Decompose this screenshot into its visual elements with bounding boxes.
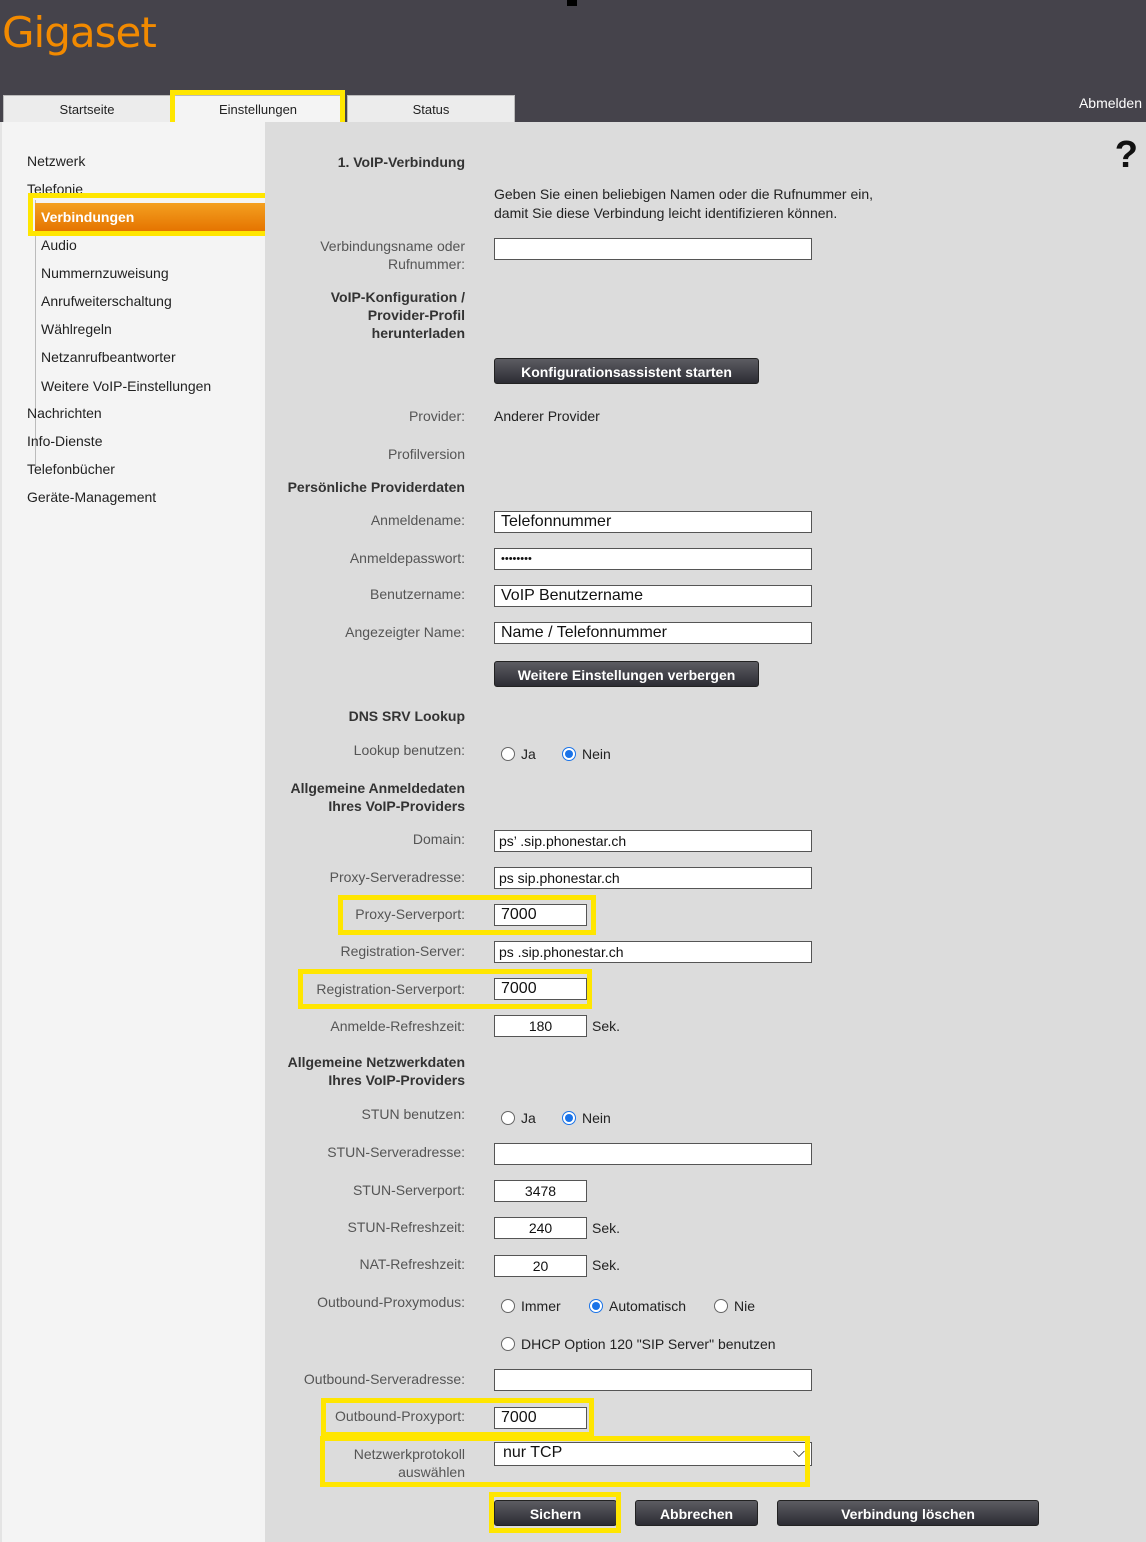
radio-on-icon <box>562 1111 576 1125</box>
sidebar-item-nummernzuweisung[interactable]: Nummernzuweisung <box>41 265 169 281</box>
refresh-label: Anmelde-Refreshzeit: <box>330 1018 465 1034</box>
radio-off-icon <box>501 1299 515 1313</box>
stun-address-label: STUN-Serveradresse: <box>327 1144 465 1160</box>
stun-refresh-input[interactable]: 240 <box>494 1217 587 1239</box>
main-content <box>265 122 1146 1542</box>
intro-text-line2: damit Sie diese Verbindung leicht identifizieren können. <box>494 205 838 221</box>
lookup-label: Lookup benutzen: <box>353 742 465 758</box>
outbound-address-label: Outbound-Serveradresse: <box>303 1371 465 1387</box>
provider-value: Anderer Provider <box>494 408 600 424</box>
registrar-input[interactable]: ps .sip.phonestar.ch <box>494 941 812 963</box>
provider-label: Provider: <box>408 408 465 424</box>
sidebar-item-audio[interactable]: Audio <box>41 237 77 253</box>
delete-connection-button[interactable]: Verbindung löschen <box>777 1500 1039 1526</box>
connection-name-label: Verbindungsname oder Rufnummer: <box>320 238 465 272</box>
mode-auto-radio[interactable] <box>589 1297 686 1315</box>
login-name-input[interactable]: Telefonnummer <box>494 511 812 533</box>
stun-refresh-unit: Sek. <box>592 1220 621 1236</box>
sidebar-item-verbindungen[interactable]: Verbindungen <box>35 203 270 231</box>
nat-refresh-label: NAT-Refreshzeit: <box>359 1256 465 1272</box>
cancel-button[interactable]: Abbrechen <box>635 1500 758 1526</box>
display-name-input[interactable]: Name / Telefonnummer <box>494 622 812 644</box>
outbound-address-input[interactable] <box>494 1369 812 1391</box>
stun-address-input[interactable] <box>494 1143 812 1165</box>
sidebar-item-netzanrufbeantworter[interactable]: Netzanrufbeantworter <box>41 349 176 365</box>
sidebar-item-weitere-voip[interactable]: Weitere VoIP-Einstellungen <box>41 378 212 394</box>
radio-off-icon <box>501 1337 515 1351</box>
stun-port-label: STUN-Serverport: <box>352 1182 465 1198</box>
domain-label: Domain: <box>412 831 465 847</box>
stun-refresh-label: STUN-Refreshzeit: <box>347 1219 465 1235</box>
stun-use-label: STUN benutzen: <box>361 1106 465 1122</box>
radio-on-icon <box>562 747 576 761</box>
outbound-mode-label: Outbound-Proxymodus: <box>317 1294 465 1310</box>
chevron-down-icon: ⌵ <box>792 1444 805 1461</box>
config-wizard-button[interactable]: Konfigurationsassistent starten <box>494 358 759 384</box>
gigaset-logo: Gigaset <box>2 8 156 57</box>
mode-always-label: Immer <box>521 1298 561 1314</box>
sidebar-item-geraete-management[interactable]: Geräte-Management <box>27 489 157 505</box>
stun-no-radio[interactable] <box>562 1109 611 1127</box>
mode-never-label: Nie <box>734 1298 756 1314</box>
domain-input[interactable]: ps’ .sip.phonestar.ch <box>494 830 812 852</box>
protocol-select-value: nur TCP <box>503 1444 563 1461</box>
refresh-unit: Sek. <box>592 1018 621 1034</box>
mode-always-radio[interactable] <box>501 1297 561 1315</box>
display-name-label: Angezeigter Name: <box>345 624 465 640</box>
stun-yes-label: Ja <box>521 1110 536 1126</box>
top-marker <box>567 0 577 6</box>
dns-heading: DNS SRV Lookup <box>348 708 465 724</box>
lookup-no-label: Nein <box>582 746 611 762</box>
connection-name-input[interactable] <box>494 238 812 260</box>
header-bar <box>0 0 1146 122</box>
nat-refresh-unit: Sek. <box>592 1257 621 1273</box>
radio-off-icon <box>501 1111 515 1125</box>
login-name-label: Anmeldename: <box>370 512 465 528</box>
registrar-port-input[interactable]: 7000 <box>494 978 587 1000</box>
tab-startseite[interactable]: Startseite <box>3 95 171 122</box>
registrar-port-label: Registration-Serverport: <box>316 981 465 997</box>
sidebar <box>2 122 265 1542</box>
hide-settings-button[interactable]: Weitere Einstellungen verbergen <box>494 661 759 687</box>
voip-config-label: VoIP-Konfiguration / Provider-Profil herunterladen <box>330 289 465 341</box>
mode-dhcp-radio[interactable] <box>501 1335 776 1353</box>
lookup-no-radio[interactable] <box>562 745 611 763</box>
proxy-address-input[interactable]: ps sip.phonestar.ch <box>494 867 812 889</box>
username-input[interactable]: VoIP Benutzername <box>494 585 812 607</box>
radio-on-icon <box>589 1299 603 1313</box>
tab-status[interactable]: Status <box>347 95 515 122</box>
username-label: Benutzername: <box>370 586 465 602</box>
radio-off-icon <box>714 1299 728 1313</box>
sidebar-item-anrufweiterschaltung[interactable]: Anrufweiterschaltung <box>41 293 172 309</box>
protocol-label: Netzwerkprotokoll auswählen <box>353 1446 465 1480</box>
refresh-input[interactable]: 180 <box>494 1015 587 1037</box>
registrar-label: Registration-Server: <box>340 943 465 959</box>
proxy-port-label: Proxy-Serverport: <box>355 906 465 922</box>
mode-never-radio[interactable] <box>714 1297 755 1315</box>
stun-port-input[interactable]: 3478 <box>494 1180 587 1202</box>
sidebar-item-telefonie[interactable]: Telefonie <box>27 181 84 197</box>
proxy-address-label: Proxy-Serveradresse: <box>329 869 465 885</box>
sidebar-tree-line <box>35 200 36 470</box>
outbound-port-label: Outbound-Proxyport: <box>335 1408 465 1424</box>
sidebar-item-waehlregeln[interactable]: Wählregeln <box>41 321 112 337</box>
lookup-yes-radio[interactable] <box>501 745 536 763</box>
radio-off-icon <box>501 747 515 761</box>
protocol-select[interactable] <box>494 1442 812 1466</box>
logout-link[interactable]: Abmelden <box>1078 95 1142 111</box>
profile-version-label: Profilversion <box>387 446 465 462</box>
login-password-input[interactable]: •••••••• <box>494 548 812 570</box>
outbound-port-input[interactable]: 7000 <box>494 1407 587 1429</box>
intro-text-line1: Geben Sie einen beliebigen Namen oder die Rufnummer ein, <box>494 186 874 202</box>
stun-yes-radio[interactable] <box>501 1109 536 1127</box>
help-icon[interactable]: ? <box>1114 134 1138 176</box>
lookup-yes-label: Ja <box>521 746 536 762</box>
general-login-heading: Allgemeine Anmeldedaten Ihres VoIP-Providers <box>290 780 465 814</box>
stun-no-label: Nein <box>582 1110 611 1126</box>
login-password-label: Anmeldepasswort: <box>349 550 465 566</box>
sidebar-item-netzwerk[interactable]: Netzwerk <box>27 153 86 169</box>
tab-einstellungen[interactable]: Einstellungen <box>174 95 342 122</box>
mode-auto-label: Automatisch <box>609 1298 687 1314</box>
general-network-heading: Allgemeine Netzwerkdaten Ihres VoIP-Providers <box>287 1054 465 1088</box>
sidebar-item-telefonbuecher[interactable]: Telefonbücher <box>27 461 115 477</box>
sidebar-item-nachrichten[interactable]: Nachrichten <box>27 405 102 421</box>
personal-data-heading: Persönliche Providerdaten <box>287 479 465 495</box>
nat-refresh-input[interactable]: 20 <box>494 1255 587 1277</box>
save-button[interactable]: Sichern <box>494 1500 617 1526</box>
proxy-port-input[interactable]: 7000 <box>494 904 587 926</box>
section-title: 1. VoIP-Verbindung <box>337 154 465 170</box>
sidebar-item-info-dienste[interactable]: Info-Dienste <box>27 433 103 449</box>
mode-dhcp-label: DHCP Option 120 "SIP Server" benutzen <box>521 1336 776 1352</box>
